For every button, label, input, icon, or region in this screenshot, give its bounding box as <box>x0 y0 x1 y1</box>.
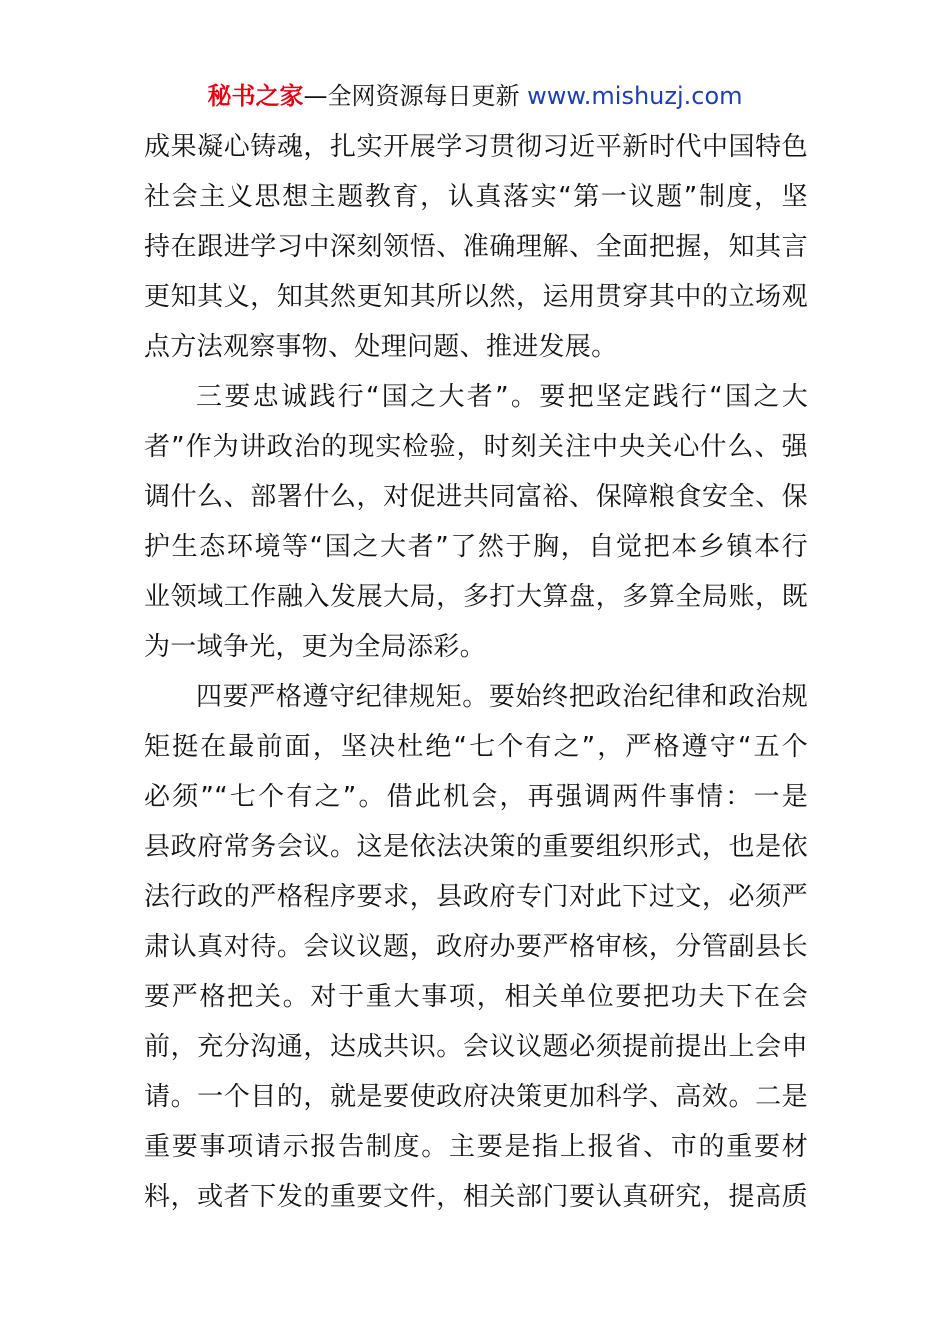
header-tagline: —全网资源每日更新 <box>303 82 528 110</box>
text-line: 护生态环境等“国之大者”了然于胸，自觉把本乡镇本行 <box>144 532 808 562</box>
text-line: 请。一个目的，就是要使政府决策更加科学、高效。二是 <box>144 1082 808 1112</box>
text-line: 县政府常务会议。这是依法决策的重要组织形式，也是依 <box>144 832 808 862</box>
text-line: 重要事项请示报告制度。主要是指上报省、市的重要材 <box>144 1132 808 1162</box>
text-line: 法行政的严格程序要求，县政府专门对此下过文，必须严 <box>144 882 808 912</box>
site-header <box>0 80 950 112</box>
brand-name: 秘书之家 <box>207 82 304 110</box>
text-line: 调什么、部署什么，对促进共同富裕、保障粮食安全、保 <box>144 482 808 512</box>
text-line: 业领域工作融入发展大局，多打大算盘，多算全局账，既 <box>144 582 808 612</box>
document-body <box>144 122 808 1222</box>
text-line: 持在跟进学习中深刻领悟、准确理解、全面把握，知其言 <box>144 232 808 262</box>
text-line: 更知其义，知其然更知其所以然，运用贯穿其中的立场观 <box>144 282 808 312</box>
text-line: 为一域争光，更为全局添彩。 <box>144 632 486 662</box>
paragraph-first-line: 三要忠诚践行“国之大者”。要把坚定践行“国之大 <box>196 382 808 412</box>
text-line: 要严格把关。对于重大事项，相关单位要把功夫下在会 <box>144 982 808 1012</box>
text-line: 矩挺在最前面，坚决杜绝“七个有之”，严格遵守“五个 <box>144 732 808 762</box>
text-line: 肃认真对待。会议议题，政府办要严格审核，分管副县长 <box>144 932 808 962</box>
site-url-link[interactable]: www.mishuzj.com <box>527 82 743 110</box>
text-line: 成果凝心铸魂，扎实开展学习贯彻习近平新时代中国特色 <box>144 132 808 162</box>
text-line: 点方法观察事物、处理问题、推进发展。 <box>144 332 618 362</box>
paragraph-first-line: 四要严格遵守纪律规矩。要始终把政治纪律和政治规 <box>196 682 808 712</box>
text-line: 料，或者下发的重要文件，相关部门要认真研究，提高质 <box>144 1182 808 1212</box>
text-line: 前，充分沟通，达成共识。会议议题必须提前提出上会申 <box>144 1032 808 1062</box>
text-line: 必须”“七个有之”。借此机会，再强调两件事情：一是 <box>144 782 808 812</box>
text-line: 者”作为讲政治的现实检验，时刻关注中央关心什么、强 <box>144 432 808 462</box>
text-line: 社会主义思想主题教育，认真落实“第一议题”制度，坚 <box>144 182 808 212</box>
